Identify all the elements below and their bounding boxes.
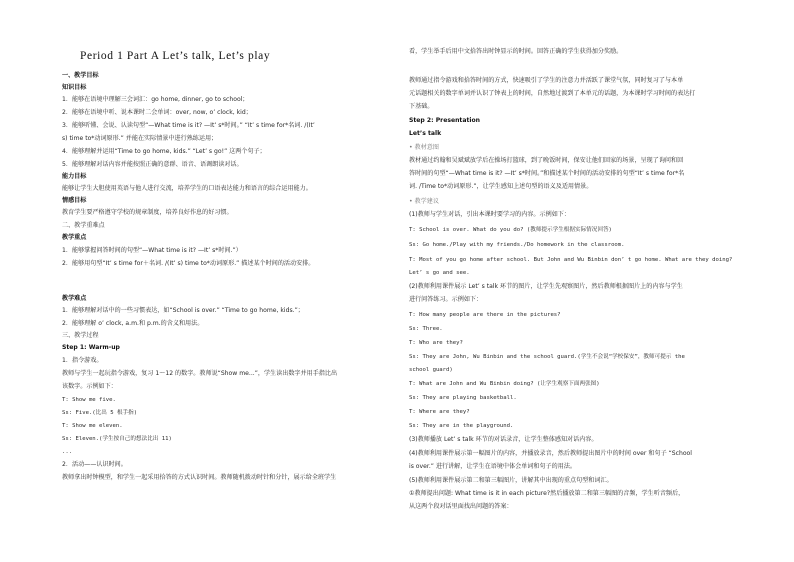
text-line: T: Where are they? [409, 409, 470, 415]
text-line: • 教材意图 [409, 144, 439, 151]
text-line: 一、教学目标 [62, 72, 99, 79]
text-line: 3．能够听懂、会说、认读句型“—What time is it? —It’ s*时间。” “It’ s time for*名词. /(It’ [62, 122, 315, 129]
text-line: T: Most of you go home after school. But John and Wu Binbin don’ t go home. What are they doing? [409, 257, 733, 263]
text-line: Ss: They are playing basketball. [409, 395, 517, 401]
text-line: 从这两个段对话里面找出问题的答案： [409, 503, 513, 510]
text-line: 进行问答练习。示例如下： [409, 296, 483, 303]
text-line: 教师与学生一起玩指令游戏，复习 1～12 的数字。教师说“Show me...”，学生读出数字并用手指比出 [62, 370, 338, 377]
text-line: Step 1: Warm-up [62, 344, 120, 351]
text-line: 元话题相关的数字单词并认识了钟表上的时间，自然地过渡到了本单元的话题，为本课时学习时间的表达打 [409, 90, 696, 97]
text-line: • 教学建议 [409, 198, 439, 205]
text-line: T: Show me five. [62, 397, 116, 403]
text-line: Step 2: Presentation [409, 117, 480, 124]
text-line: (5)教师利用课件展示第二和第三幅图片，讲解其中出现的重点句型和词汇。 [409, 477, 613, 484]
text-line: Ss: Three. [409, 326, 443, 332]
text-line: is over.” 进行讲解，让学生在语境中体会单词和句子的用法。 [409, 463, 577, 470]
text-line: 教师拿出时钟模型，和学生一起采用拾答的方式认识时间。教师随机拨动时针和分针，展示给全班学生 [62, 474, 337, 481]
text-line: 2．活动——认识时间。 [62, 461, 127, 468]
text-line: 能够让学生大胆使用英语与他人进行交流，培养学生的口语表达能力和语言的综合运用能力。 [62, 185, 312, 192]
text-line: 词. /Time to*动词原形.”，让学生感知上述句型的语义及适用情景。 [409, 183, 593, 190]
text-line: 答时间的句型“—What time is it? —It’ s*时间。”和描述某个时间的活动安排的句型“It’ s time for*名 [409, 170, 685, 177]
text-line: (3)教师播放 Let’ s talk 环节的对话录音，让学生整体感知对话内容。 [409, 436, 598, 443]
text-line: Ss: Five.(比出 5 根手指) [62, 410, 138, 416]
text-line: T: Who are they? [409, 340, 463, 346]
text-line: 5．能够理解对话内容并能按照正确的意群、语音、语调朗读对话。 [62, 161, 243, 168]
text-line: 能力目标 [62, 173, 87, 180]
text-line: 看，学生举手后用中文拾答出时钟显示的时间。回答正确的学生获得加分奖励。 [409, 48, 623, 55]
text-line: 三、教学过程 [62, 332, 99, 339]
text-line: 下基础。 [409, 103, 434, 110]
text-line: 1．能够在语境中理解三会词汇：go home, dinner, go to school； [62, 96, 249, 103]
text-line: Ss: Eleven.(学生按自己的想法比出 11) [62, 436, 172, 442]
text-line: Ss: Go home./Play with my friends./Do homework in the classroom. [409, 242, 625, 248]
text-line: 2．能够用句型“It’ s time for＋名词. /(It’ s) time to*动词原形.” 描述某个时间的活动安排。 [62, 260, 315, 267]
text-line: T: School is over. What do you do? (教师提示学生根据实际情况回答) [409, 227, 612, 233]
text-line: Ss: They are John, Wu Binbin and the school guard.(学生不会说“学校保安”，教师可提示 the [409, 354, 685, 360]
text-line: 1．指令游戏。 [62, 357, 103, 364]
text-line: Ss: They are in the playground. [409, 423, 514, 429]
text-line: 该数字。示例如下： [62, 383, 117, 390]
text-line: (1)教师与学生对话，引出本课时要学习的内容。示例如下： [409, 211, 570, 218]
text-line: 1．能够掌握问答时间的句型“—What time is it? —It’ s*时间.”） [62, 247, 242, 254]
text-line: (4)教师利用课件展示第一幅图片的内容，并播放录音，然后教师提出图片中的时间 over 和句子 “School [409, 450, 692, 457]
text-line: s) time to*动词原形.” 并能在实际情景中进行熟练运用； [62, 135, 218, 142]
text-line: 教材通过约翰和吴斌斌放学后在操场打篮球，到了晚饭时间，保安让他们回家的场景，呈现了询问和回 [409, 157, 684, 164]
text-line: ①教师提出问题: What time is it in each picture?然后播放第二和第三幅图的音频，学生听音频后， [409, 490, 685, 497]
text-line: school guard) [409, 367, 453, 373]
text-line: (2)教师利用课件展示 Let’ s talk 环节的图片，让学生先观察图片，然后教师根据图片上的内容与学生 [409, 283, 683, 290]
text-line: Let’ s go and see. [409, 270, 470, 276]
text-line: Let’s talk [409, 130, 442, 137]
text-line: 教学难点 [62, 295, 87, 302]
lesson-title: Period 1 Part A Let’s talk, Let’s play [80, 50, 271, 62]
text-line: 2．能够在语境中听、说本课时二会单词：over, now, o’ clock, kid； [62, 109, 252, 116]
text-line: ... [62, 449, 73, 455]
text-line: 4．能够理解并运用“Time to go home, kids.” “Let’ s go!” 这两个句子； [62, 148, 266, 155]
text-line: 教育学生要严格遵守学校的规章制度，培养良好作息的好习惯。 [62, 209, 233, 216]
text-line: 知识目标 [62, 84, 87, 91]
text-line: T: Show me eleven. [62, 423, 123, 429]
text-line: 二、教学重难点 [62, 222, 105, 229]
text-line: 教学重点 [62, 234, 87, 241]
text-line: 教师通过指令游戏和拾答时间的方式，快速吸引了学生的注意力并活跃了课堂气氛，同时复习了与本单 [409, 77, 684, 84]
text-line: 2．能够理解 o’ clock, a.m.和 p.m.的含义和用法。 [62, 320, 204, 327]
text-line: 1．能够理解对话中的一些习惯表达，如“School is over.” “Time to go home, kids.”； [62, 307, 304, 314]
text-line: T: What are John and Wu Binbin doing? (让学生观察下面两张图) [409, 381, 600, 387]
text-line: 情感目标 [62, 197, 87, 204]
text-line: T: How many people are there in the pictures? [409, 312, 561, 318]
